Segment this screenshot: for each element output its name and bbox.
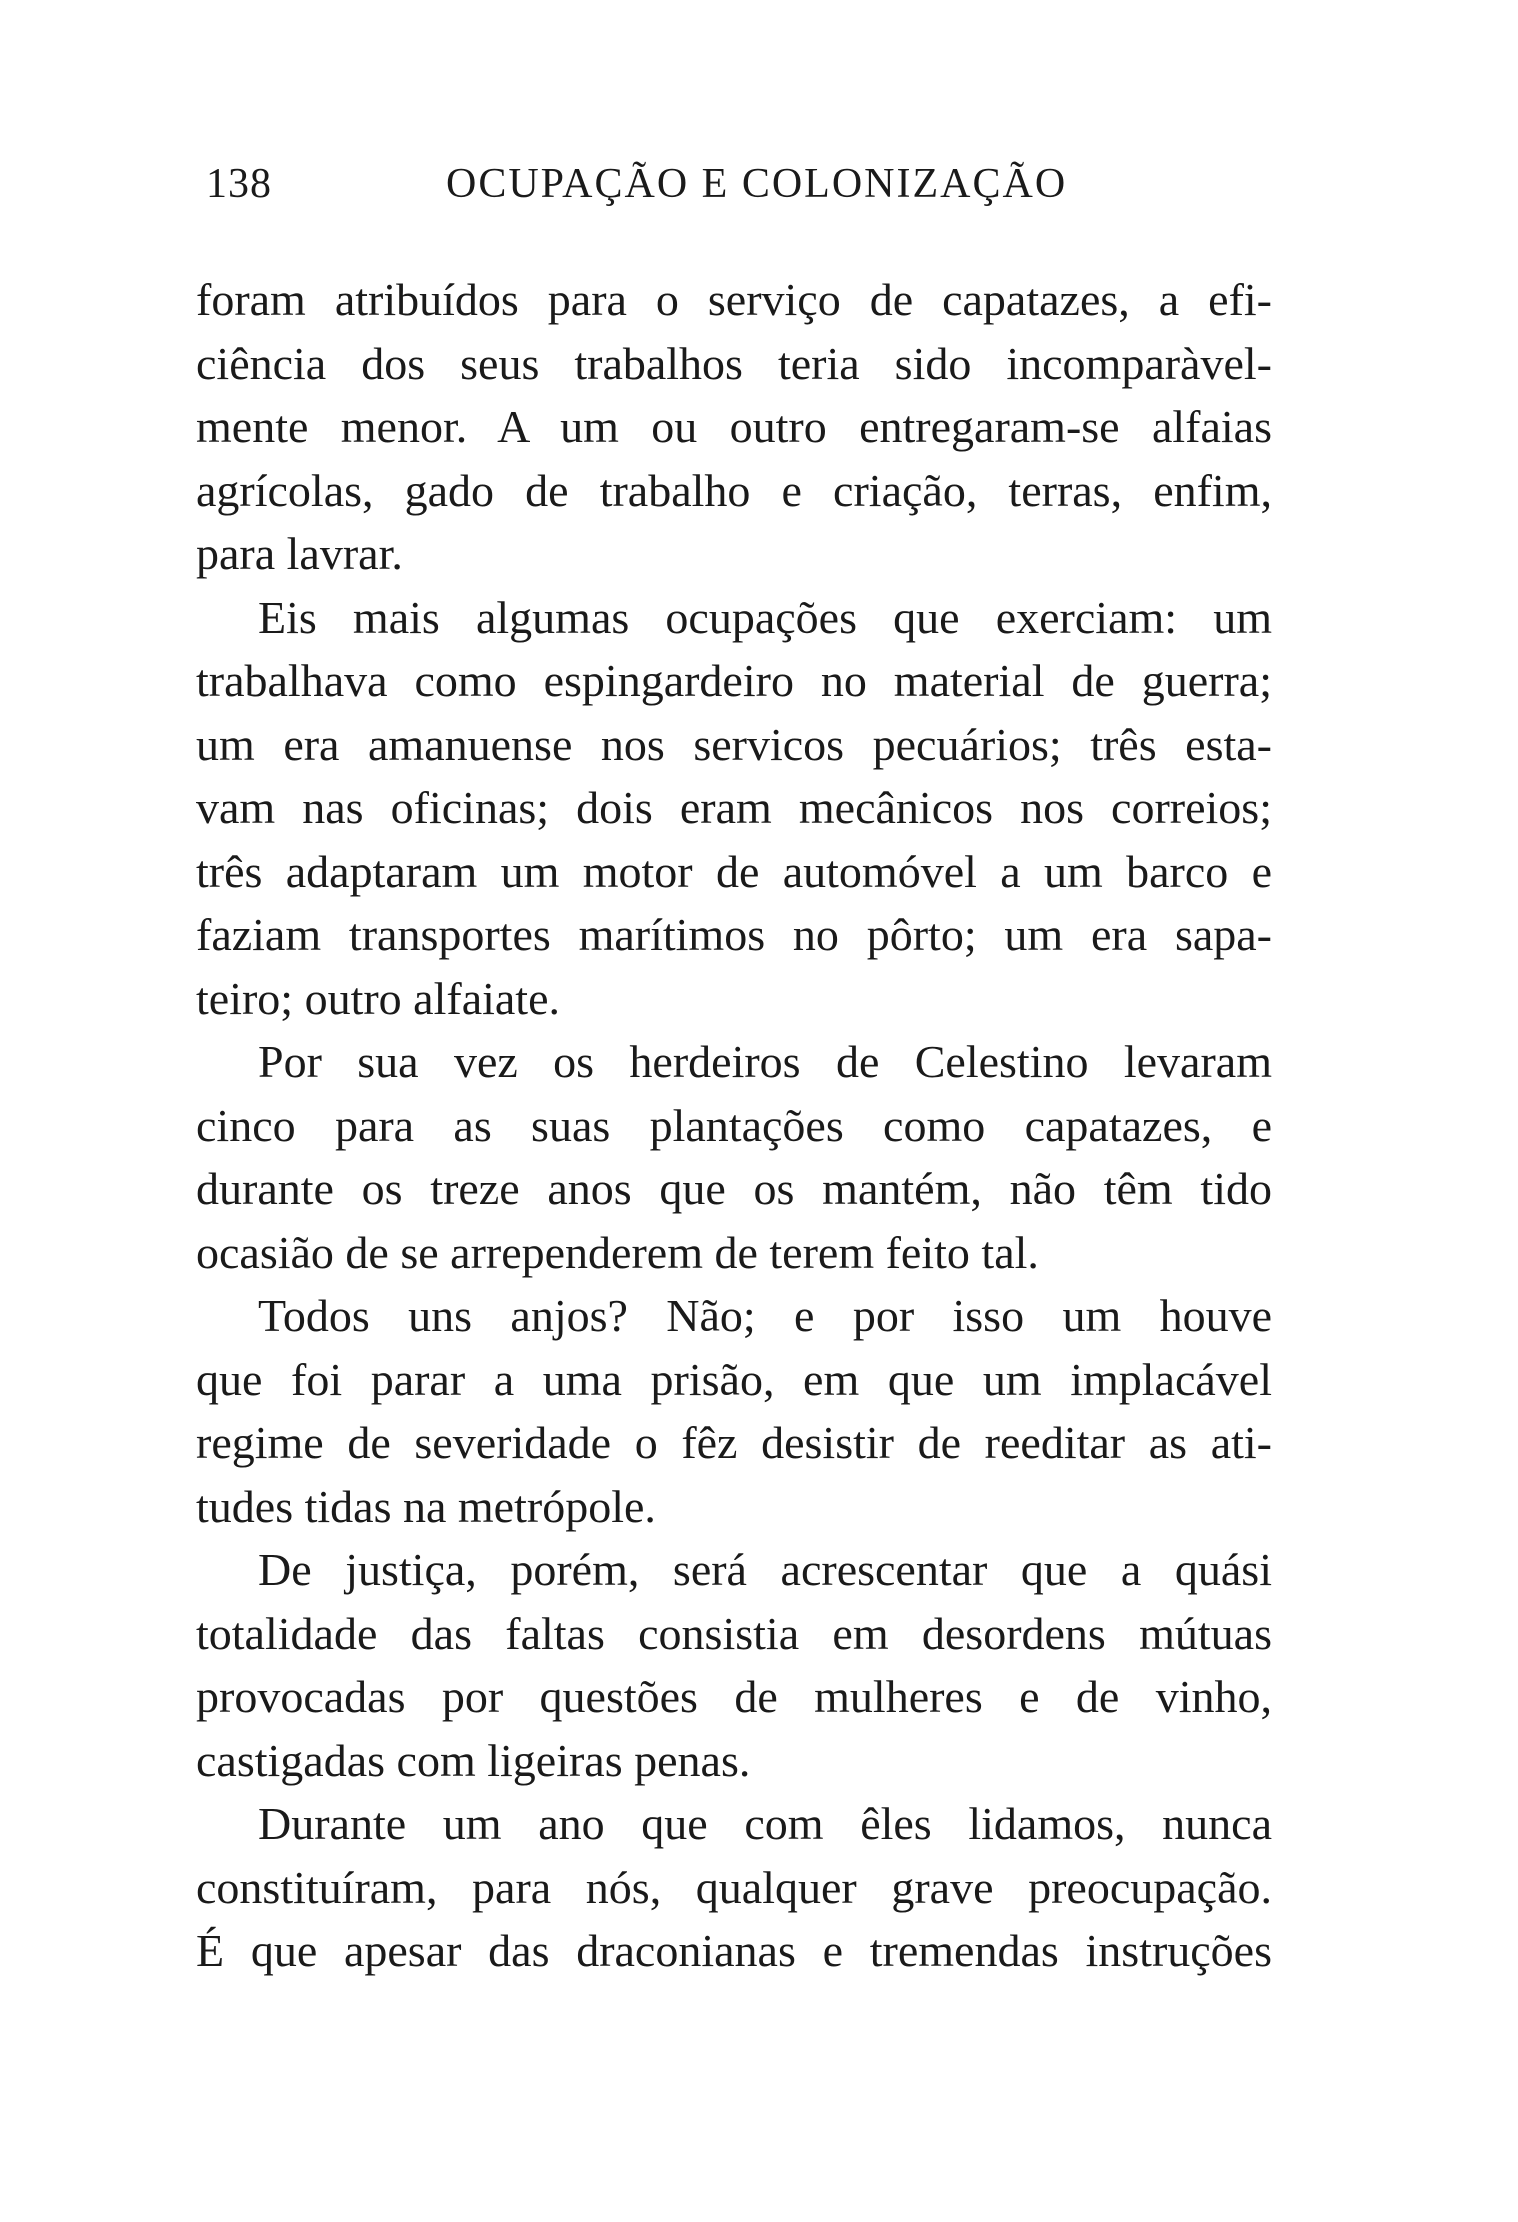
paragraph [196,1538,1272,1792]
text-line: constituíram, para nós, qualquer grave preocupação. [196,1861,1272,1913]
text-line: Durante um ano que com êles lidamos, nunca [258,1798,1272,1849]
text-line: para lavrar. [196,528,403,579]
text-line: trabalhava como espingardeiro no material de guerra; [196,655,1272,706]
text-line: agrícolas, gado de trabalho e criação, terras, enfim, [196,464,1272,516]
running-title: OCUPAÇÃO E COLONIZAÇÃO [446,161,1068,207]
text-line: tudes tidas na metrópole. [196,1480,656,1532]
text-line: totalidade das faltas consistia em desordens mútuas [196,1607,1272,1659]
text-line: ocasião de se arrependerem de terem feito tal. [196,1226,1039,1278]
paragraph [196,586,1272,1031]
text-line: três adaptaram um motor de automóvel a um barco e [196,845,1272,897]
page-header [206,160,1270,220]
body-text [196,268,1272,1983]
text-line: durante os treze anos que os mantém, não têm tido [196,1163,1272,1214]
paragraph [196,1284,1272,1538]
text-line: mente menor. A um ou outro entregaram-se alfaias [196,401,1272,452]
paragraph [196,1030,1272,1284]
text-line: regime de severidade o fêz desistir de reeditar as ati- [196,1417,1272,1468]
text-line: De justiça, porém, será acrescentar que a quási [258,1544,1272,1595]
text-line: Por sua vez os herdeiros de Celestino levaram [258,1036,1272,1087]
text-line: um era amanuense nos servicos pecuários; três esta- [196,718,1272,770]
text-line: castigadas com ligeiras penas. [196,1734,751,1786]
paragraph [196,1792,1272,1983]
text-line: vam nas oficinas; dois eram mecânicos nos correios; [196,782,1272,833]
text-line: Eis mais algumas ocupações que exerciam: um [258,591,1272,643]
text-line: provocadas por questões de mulheres e de vinho, [196,1671,1272,1722]
text-line: que foi parar a uma prisão, em que um implacável [196,1353,1272,1405]
text-line: ciência dos seus trabalhos teria sido incomparàvel- [196,337,1272,389]
text-line: faziam transportes marítimos no pôrto; um era sapa- [196,909,1272,960]
paragraph [196,268,1272,586]
page-number: 138 [206,161,272,207]
text-line: É que apesar das draconianas e tremendas instruções [196,1925,1272,1976]
text-line: foram atribuídos para o serviço de capatazes, a efi- [196,274,1272,325]
text-line: Todos uns anjos? Não; e por isso um houve [258,1290,1272,1341]
text-line: teiro; outro alfaiate. [196,972,561,1024]
text-line: cinco para as suas plantações como capatazes, e [196,1099,1272,1151]
